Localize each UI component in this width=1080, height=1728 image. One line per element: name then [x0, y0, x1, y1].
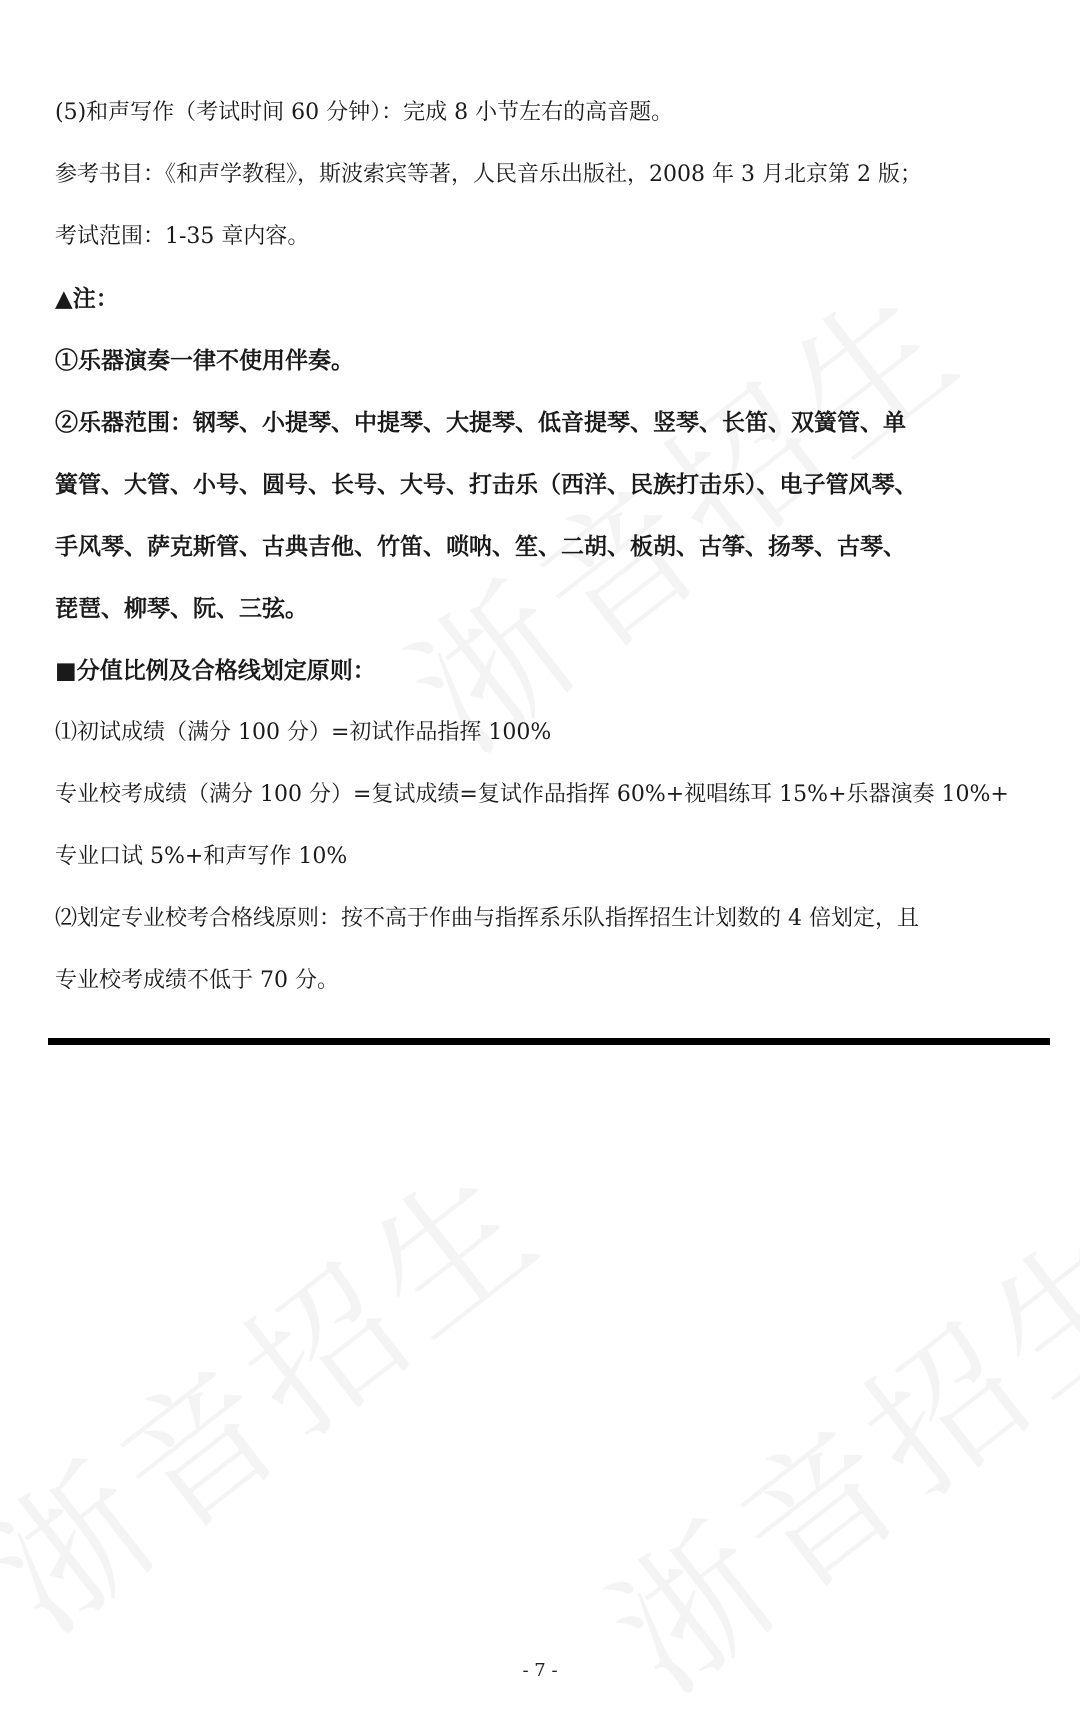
score-2-line-1: 专业校考成绩（满分 100 分）=复试成绩=复试作品指挥 60%+视唱练耳 15%+乐器演奏 10%+	[55, 782, 1009, 807]
watermark-text	[0, 1106, 577, 1670]
page-number: - 7 -	[522, 1660, 558, 1681]
note-2-line-4: 琵琶、柳琴、阮、三弦。	[55, 595, 308, 622]
note-1: ①乐器演奏一律不使用伴奏。	[55, 347, 354, 374]
document-body	[55, 82, 1030, 1012]
reference-books-line: 参考书目：《和声学教程》，斯波索宾等著，人民音乐出版社，2008 年 3 月北京第 2 版；	[55, 162, 922, 187]
pass-line-1: ⑵划定专业校考合格线原则：按不高于作曲与指挥系乐队指挥招生计划数的 4 倍划定，且	[55, 906, 919, 931]
pass-line-2: 专业校考成绩不低于 70 分。	[55, 968, 339, 993]
harmony-writing-line: (5)和声写作（考试时间 60 分钟）：完成 8 小节左右的高音题。	[55, 100, 674, 125]
note-2-line-2: 簧管、大管、小号、圆号、长号、大号、打击乐（西洋、民族打击乐）、电子管风琴、	[55, 471, 918, 498]
note-2-line-3: 手风琴、萨克斯管、古典吉他、竹笛、唢呐、笙、二胡、板胡、古筝、扬琴、古琴、	[55, 533, 906, 560]
note-heading: ▲注：	[55, 285, 119, 312]
watermark-text	[560, 1166, 1080, 1728]
exam-scope-line: 考试范围：1-35 章内容。	[55, 224, 310, 249]
score-2-line-2: 专业口试 5%+和声写作 10%	[55, 844, 348, 869]
score-heading: ■分值比例及合格线划定原则：	[55, 657, 376, 684]
score-1-line: ⑴初试成绩（满分 100 分）=初试作品指挥 100%	[55, 720, 552, 745]
section-divider	[48, 1038, 1050, 1045]
note-2-line-1: ②乐器范围：钢琴、小提琴、中提琴、大提琴、低音提琴、竖琴、长笛、双簧管、单	[55, 409, 906, 436]
